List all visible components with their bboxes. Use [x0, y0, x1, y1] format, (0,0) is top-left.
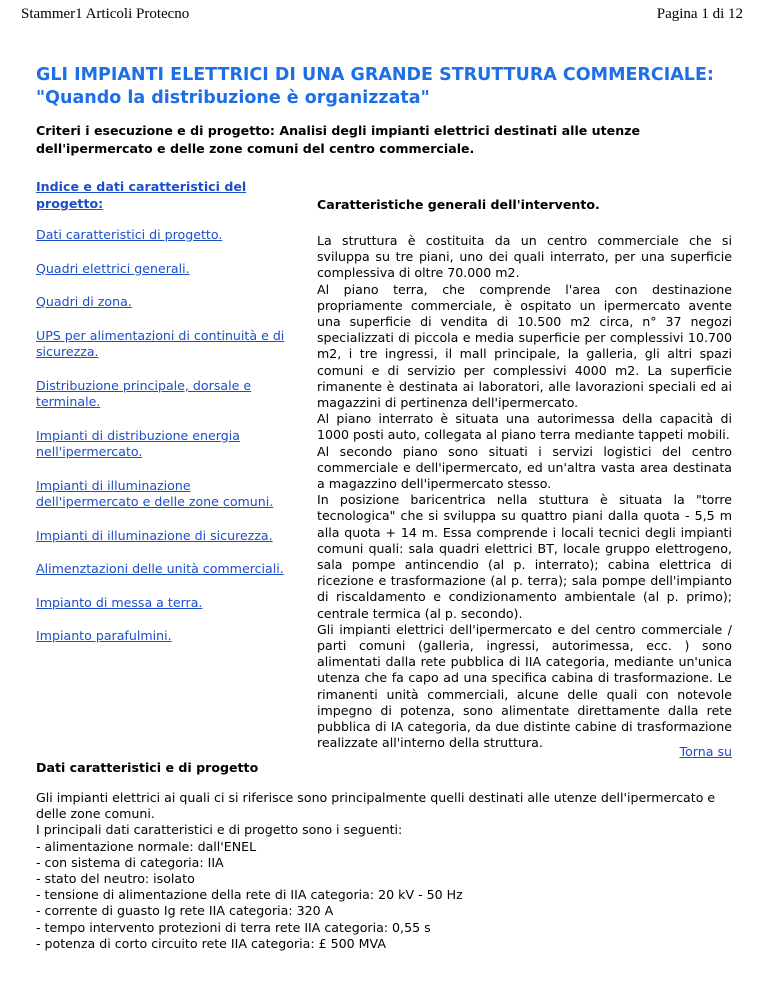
toc-link-dati[interactable]: Dati caratteristici di progetto.: [36, 227, 223, 242]
paragraph: In posizione baricentrica nella stuttura è situata la "torre tecnologica" che si sviluppa su quattro piani dalla quota - 5,5 m alla quota + 14 m. Essa comprende i locali tecnici degli impianti comuni quali: sala quadri elettrici BT, locale gruppo elettrogeno, sala pompe antincendio (al p. interrato); cabina elettrica di ricezione e trasformazione (al p. terra); sala pompe dell'impianto di riscaldamento e condizionamento ambientale (al p. primo); centrale termica (al p. secondo).: [317, 492, 732, 621]
paragraph: Gli impianti elettrici ai quali ci si riferisce sono principalmente quelli destinati alle utenze dell'ipermercato e delle zone comuni.: [36, 790, 716, 822]
list-item: - alimentazione normale: dall'ENEL: [36, 838, 257, 854]
toc-link-distribuzione[interactable]: Distribuzione principale, dorsale e terminale.: [36, 377, 252, 409]
paragraph: Al secondo piano sono situati i servizi logistici del centro commerciale e dell'ipermercato, ed un'altra vasta area destinata a magazzino dell'ipermercato stesso.: [317, 443, 732, 492]
paragraph: La struttura è costituita da un centro commerciale che si sviluppa su tre piani, uno dei quali interrato, per una superficie complessiva di oltre 70.000 m2.: [317, 233, 732, 281]
page-number: Pagina 1 di 12: [656, 6, 743, 22]
toc-link-quadri-generali[interactable]: Quadri elettrici generali.: [36, 260, 190, 276]
page-header-source: Stammer1 Articoli Protecno: [21, 6, 190, 22]
main-content: [317, 196, 732, 752]
toc-link-ups[interactable]: UPS per alimentazioni di continuità e di sicurezza.: [36, 327, 285, 359]
paragraph: Al piano interrato è situata una autorimessa della capacità di 1000 posti auto, collegata al piano terra mediante tappeti mobili.: [317, 411, 732, 443]
toc-link-distribuzione-energia[interactable]: Impianti di distribuzione energia nell'ipermercato.: [36, 427, 240, 459]
toc-link-alimentazioni[interactable]: Alimenztazioni delle unità commerciali.: [36, 561, 284, 576]
toc-link-messa-a-terra[interactable]: Impianto di messa a terra.: [36, 594, 203, 610]
toc-title-link[interactable]: Indice e dati caratteristici del progetto:: [36, 179, 247, 211]
list-item: - con sistema di categoria: IIA: [36, 854, 224, 870]
toc-link-quadri-zona[interactable]: Quadri di zona.: [36, 294, 132, 309]
section-heading-caratteristiche: Caratteristiche generali dell'intervento.: [317, 197, 600, 212]
paragraph: Al piano terra, che comprende l'area con destinazione propriamente commerciale, è ospitato un ipermercato avente una superficie di vendita di 10.500 m2 circa, n° 37 negozi specializzati di piccola e media superficie per complessivi 10.700 m2, i tre ingressi, il mall principale, la galleria, gli altri spazi comuni e di servizio per complessivi 4000 m2. La superficie rimanente è destinata ai laboratori, alle lavorazioni speciali ed ai magazzini di pertinenza dell'ipermercato.: [317, 281, 732, 411]
list-item: - potenza di corto circuito rete IIA categoria: £ 500 MVA: [36, 935, 386, 951]
toc-link-parafulmini[interactable]: Impianto parafulmini.: [36, 628, 172, 643]
section-heading-dati: Dati caratteristici e di progetto: [36, 760, 259, 775]
article-title: GLI IMPIANTI ELETTRICI DI UNA GRANDE STRUTTURA COMMERCIALE: "Quando la distribuzione è organizzata": [36, 65, 714, 108]
list-item: - tempo intervento protezioni di terra rete IIA categoria: 0,55 s: [36, 919, 431, 935]
article-subtitle: Criteri i esecuzione e di progetto: Analisi degli impianti elettrici destinati alle utenze dell'ipermercato e delle zone comuni del centro commerciale.: [36, 123, 641, 156]
back-to-top-link[interactable]: Torna su: [679, 744, 732, 759]
list-item: - corrente di guasto Ig rete IIA categoria: 320 A: [36, 903, 334, 919]
paragraph: Gli impianti elettrici dell'ipermercato e del centro commerciale / parti comuni (galleria, ingressi, autorimessa, ecc. ) sono alimentati dalla rete pubblica di IIA categoria, mediante un'unica utenza che fa capo ad una specifica cabina di trasformazione. Le rimanenti unità commerciali, alcune delle quali con notevole impegno di potenza, sono alimentate direttamente dalla rete pubblica di IA categoria, da due distinte cabine di trasformazione realizzate all'interno della struttura.: [317, 621, 732, 751]
list-item: - tensione di alimentazione della rete di IIA categoria: 20 kV - 50 Hz: [36, 887, 463, 903]
toc-link-illuminazione[interactable]: Impianti di illuminazione dell'ipermercato e delle zone comuni.: [36, 477, 274, 509]
section-dati-body: [36, 790, 748, 952]
list-item: - stato del neutro: isolato: [36, 871, 195, 887]
table-of-contents: [36, 179, 286, 662]
list-lead: I principali dati caratteristici e di progetto sono i seguenti:: [36, 822, 403, 838]
toc-link-illuminazione-sicurezza[interactable]: Impianti di illuminazione di sicurezza.: [36, 527, 273, 543]
